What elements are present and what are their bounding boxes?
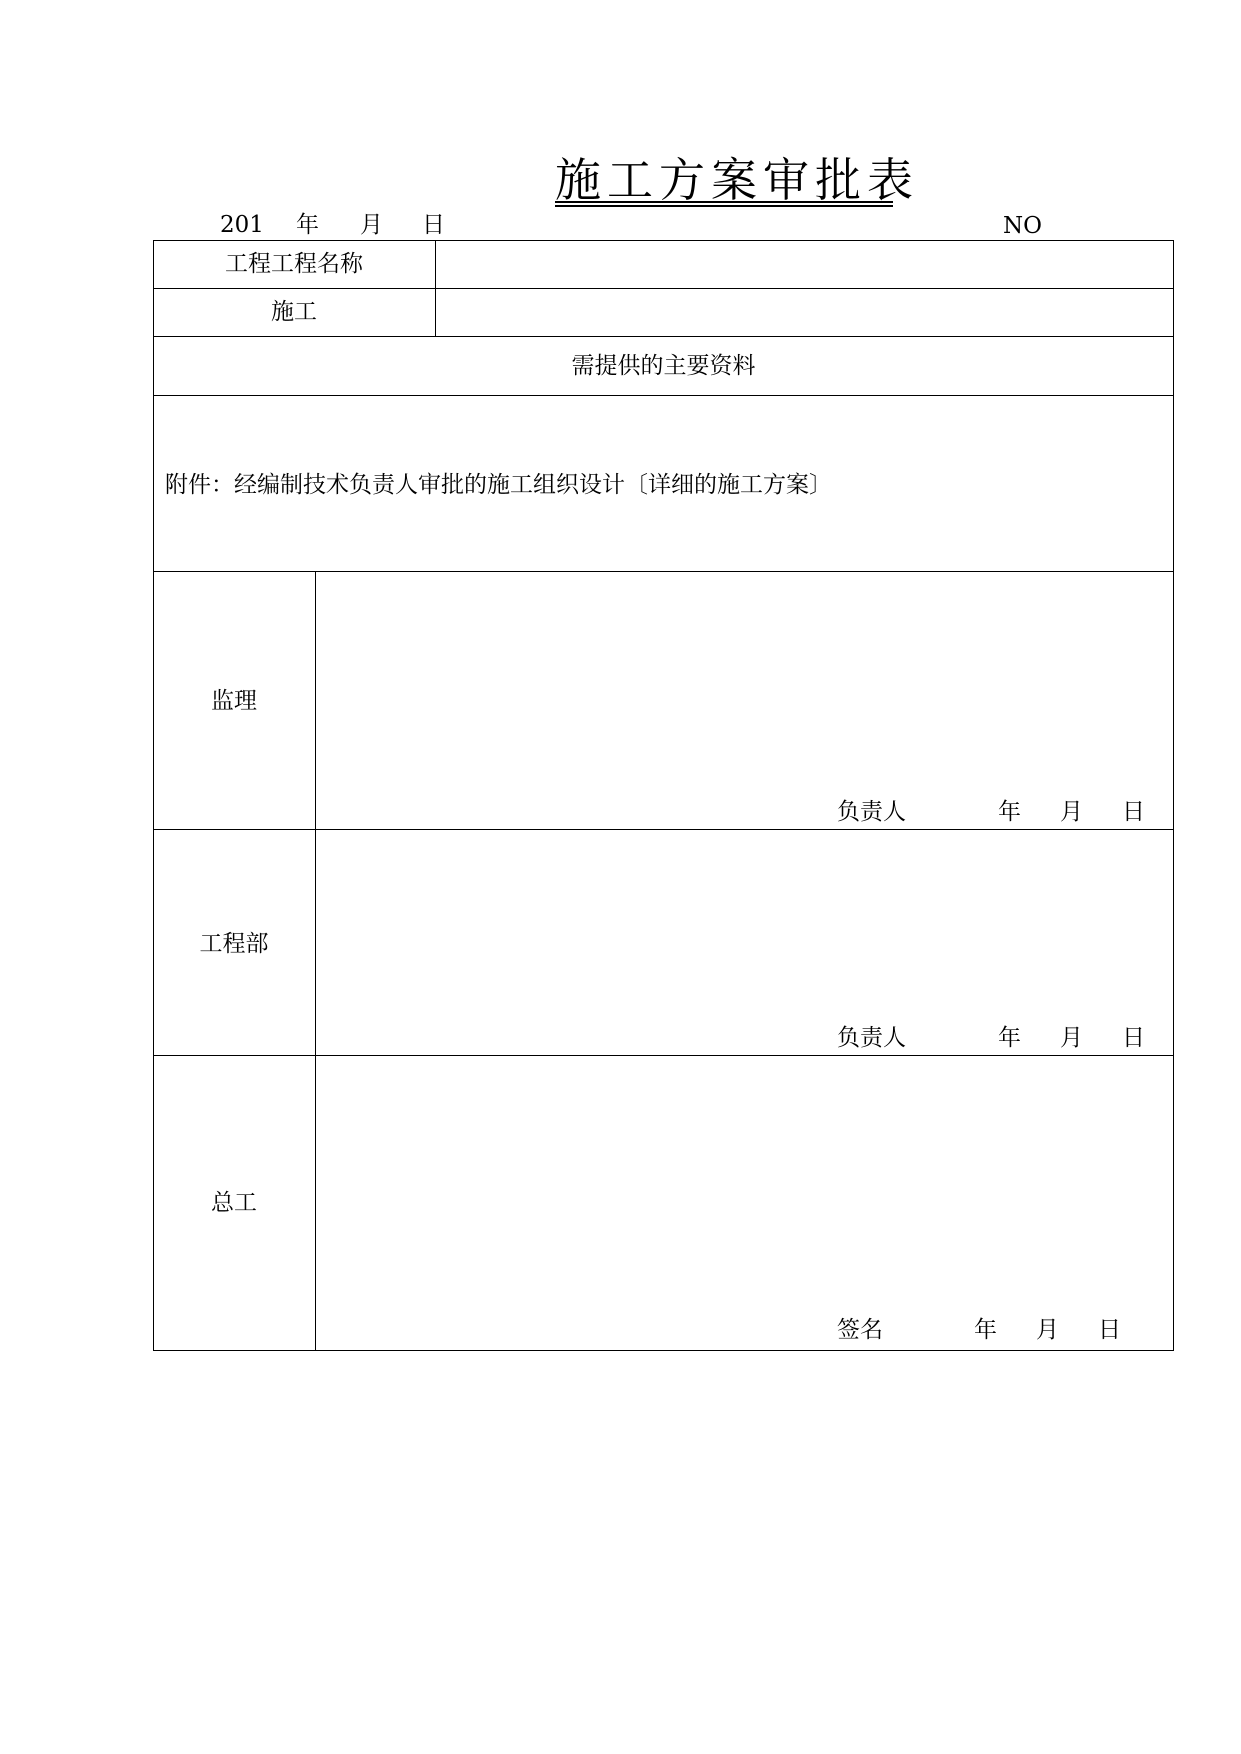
engineering-dept-month-label: 月: [1060, 1025, 1083, 1051]
date-year-label: 年: [296, 212, 319, 238]
column-divider: [315, 571, 316, 1351]
column-divider: [435, 240, 436, 337]
engineering-dept-label: 工程部: [199, 931, 269, 957]
chief-engineer-label: 总工: [211, 1190, 257, 1216]
supervision-month-label: 月: [1060, 799, 1083, 825]
page-title: 施工方案审批表: [555, 153, 919, 207]
row-divider: [153, 288, 1174, 289]
project-name-field[interactable]: [445, 250, 1165, 278]
supervision-label: 监理: [211, 688, 257, 714]
supervision-day-label: 日: [1122, 799, 1145, 825]
engineering-dept-day-label: 日: [1122, 1025, 1145, 1051]
row-divider: [153, 829, 1174, 830]
supervision-signer-label: 负责人: [837, 799, 906, 825]
row-divider: [153, 1055, 1174, 1056]
row-divider: [153, 336, 1174, 337]
supervision-year-label: 年: [998, 799, 1021, 825]
project-name-label: 工程工程名称: [225, 251, 363, 277]
row-divider: [153, 571, 1174, 572]
attachment-text: 附件：经编制技术负责人审批的施工组织设计〔详细的施工方案〕: [165, 472, 832, 498]
construction-field[interactable]: [445, 298, 1165, 326]
chief-engineer-day-label: 日: [1098, 1317, 1121, 1343]
construction-label: 施工: [271, 299, 317, 325]
approval-form-table: [153, 240, 1174, 1351]
engineering-dept-year-label: 年: [998, 1025, 1021, 1051]
number-label: NO: [1003, 213, 1042, 239]
materials-heading: 需提供的主要资料: [571, 353, 756, 379]
date-day-label: 日: [422, 212, 445, 238]
chief-engineer-signature-label: 签名: [837, 1317, 883, 1343]
date-year-prefix: 201: [220, 212, 264, 238]
chief-engineer-month-label: 月: [1036, 1317, 1059, 1343]
engineering-dept-signer-label: 负责人: [837, 1025, 906, 1051]
title-double-underline: [555, 201, 893, 207]
row-divider: [153, 395, 1174, 396]
chief-engineer-year-label: 年: [974, 1317, 997, 1343]
date-month-label: 月: [360, 212, 383, 238]
